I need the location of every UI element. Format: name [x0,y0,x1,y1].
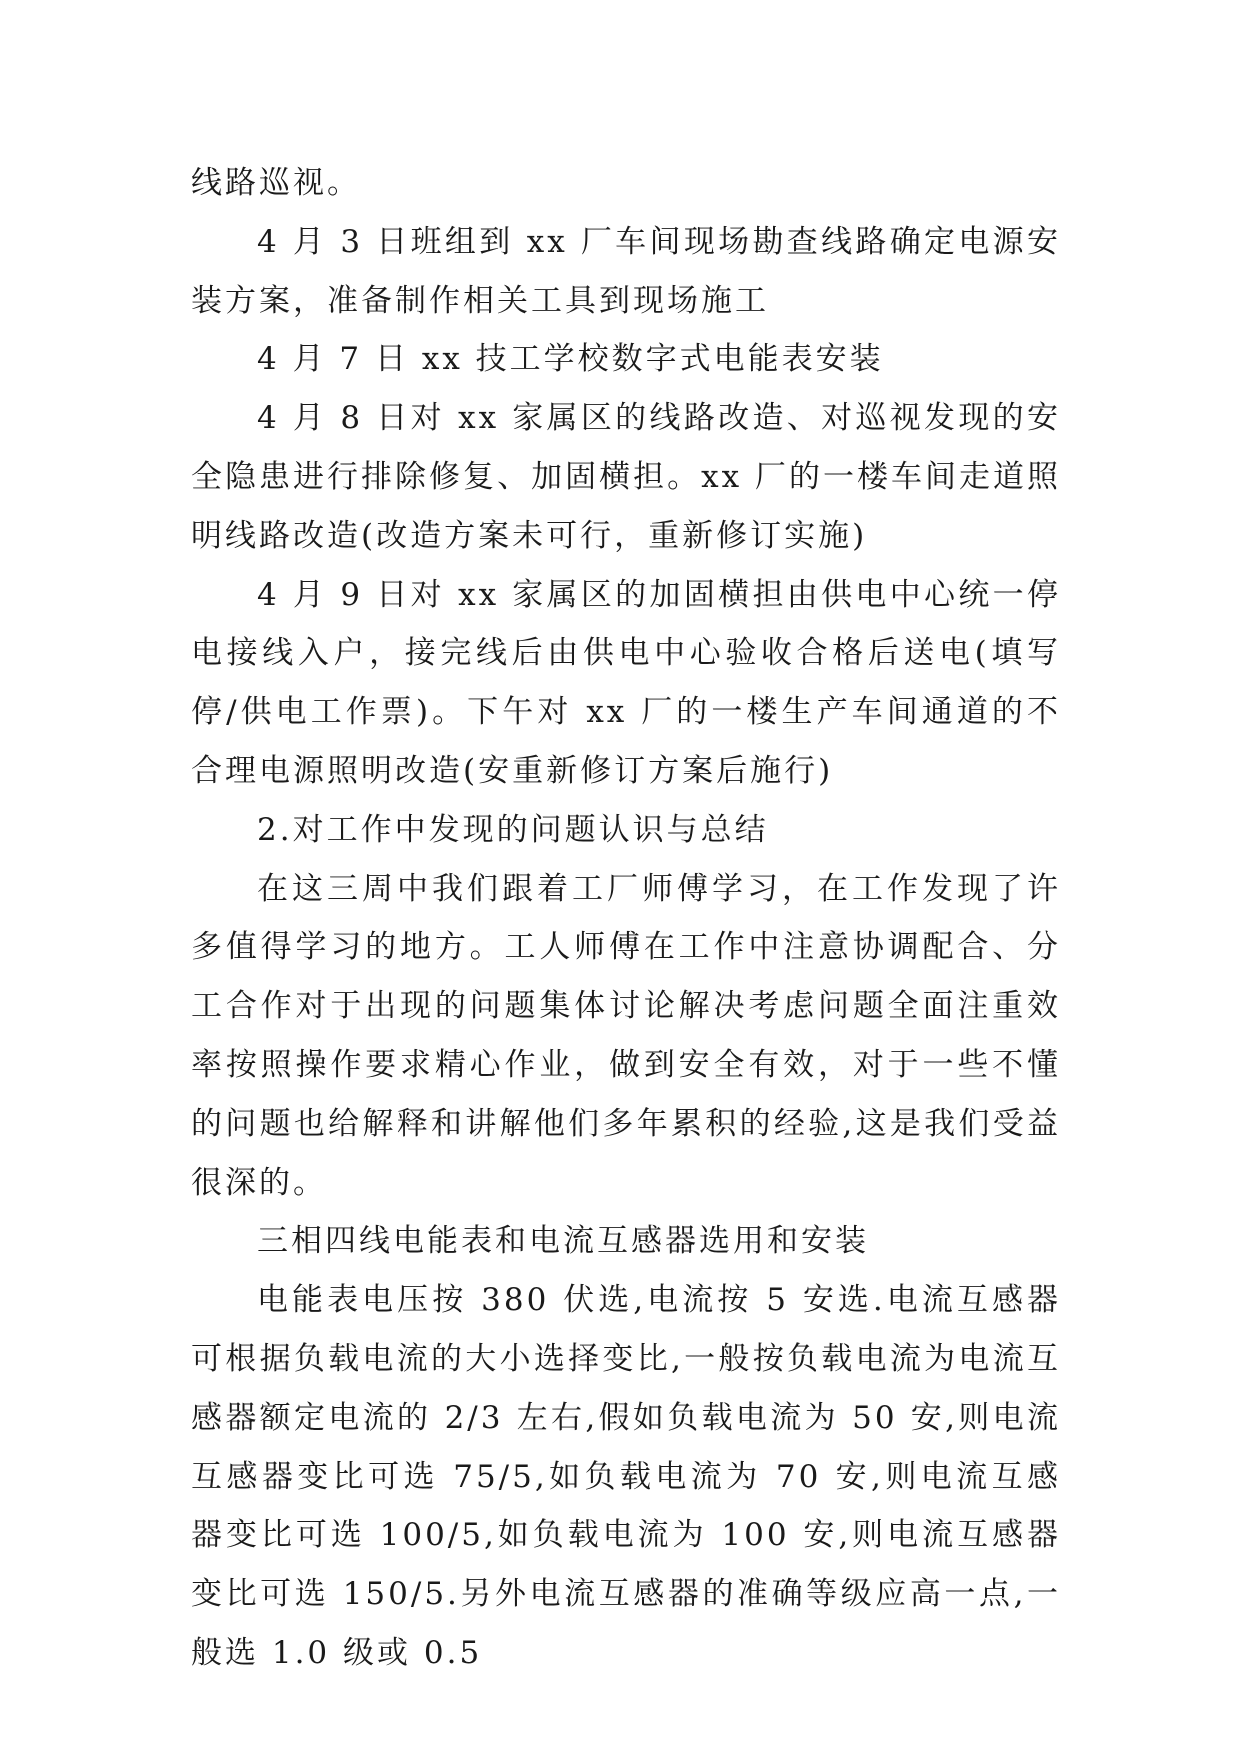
paragraph-april-8: 4 月 8 日对 xx 家属区的线路改造、对巡视发现的安全隐患进行排除修复、加固横担。xx 厂的一楼车间走道照明线路改造(改造方案未可行，重新修订实施) [191,400,1061,554]
paragraph-april-3: 4 月 3 日班组到 xx 厂车间现场勘查线路确定电源安装方案，准备制作相关工具到现场施工 [191,223,1061,319]
body-text [191,154,1061,1683]
paragraph-april-7: 4 月 7 日 xx 技工学校数字式电能表安装 [257,341,884,378]
paragraph-meter-selection: 电能表电压按 380 伏选,电流按 5 安选.电流互感器可根据负载电流的大小选择变比,一般按负载电流为电流互感器额定电流的 2/3 左右,假如负载电流为 50 安,则电流互感器变比可选 75/5,如负载电流为 70 安,则电流互感器变比可选 100/5,如负载电流为 100 安,则电流互感器变比可选 150/5.另外电流互感器的准确等级应高一点,一般选 1.0 级或 0.5 [191,1282,1061,1671]
paragraph-april-9: 4 月 9 日对 xx 家属区的加固横担由供电中心统一停电接线入户，接完线后由供电中心验收合格后送电(填写停/供电工作票)。下午对 xx 厂的一楼生产车间通道的不合理电源照明改造(安重新修订方案后施行) [191,576,1061,789]
paragraph-learning: 在这三周中我们跟着工厂师傅学习，在工作发现了许多值得学习的地方。工人师傅在工作中注意协调配合、分工合作对于出现的问题集体讨论解决考虑问题全面注重效率按照操作要求精心作业，做到安全有效，对于一些不懂的问题也给解释和讲解他们多年累积的经验,这是我们受益很深的。 [191,870,1061,1201]
paragraph-line-patrol: 线路巡视。 [191,165,361,201]
section-heading-summary: 2.对工作中发现的问题认识与总结 [257,811,769,848]
section-heading-meter: 三相四线电能表和电流互感器选用和安装 [257,1223,869,1260]
